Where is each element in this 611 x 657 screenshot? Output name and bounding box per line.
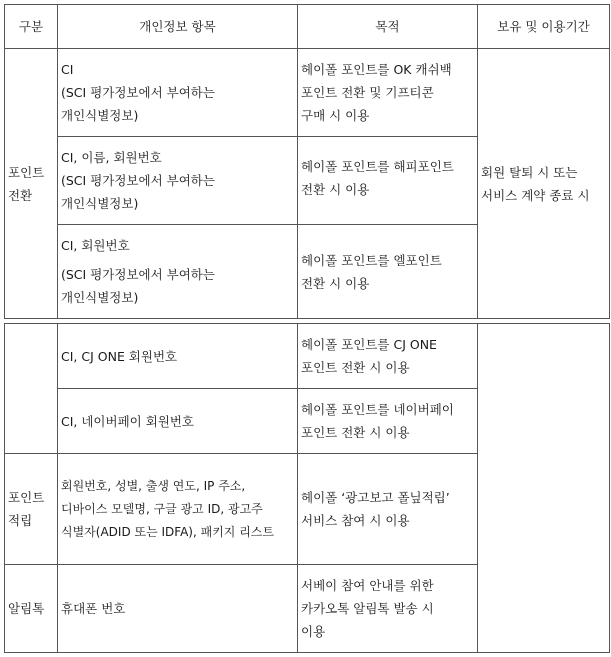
purpose-text: 헤이폴 포인트를 CJ ONE [301,337,437,352]
retention-cell [478,49,610,319]
category-text: 포인트 [8,164,45,180]
purpose-cell [298,565,478,653]
items-text: 식별자(ADID 또는 IDFA), 패키지 리스트 [61,524,274,539]
items-text: 개인식별정보) [61,196,139,211]
items-text: CI, 회원번호 [61,238,130,253]
header-category: 구분 [5,5,58,49]
category-text: 전환 [8,187,33,203]
table-row [5,324,610,389]
category-text: 적립 [8,513,33,528]
purpose-text: 헤이폴 포인트를 엘포인트 [301,252,442,268]
category-text: 알림톡 [8,601,45,616]
table-row [5,49,610,137]
items-cell [58,49,298,137]
purpose-text: 카카오톡 알림톡 발송 시 [301,601,434,616]
purpose-text: 헤이폴 포인트를 네이버페이 [301,402,454,417]
purpose-cell [298,137,478,225]
purpose-text: 포인트 전환 시 이용 [301,360,410,375]
retention-text: 서비스 계약 종료 시 [481,187,590,203]
category-cell [5,324,58,454]
items-text: 디바이스 모델명, 구글 광고 ID, 광고주 [61,501,263,516]
items-text: CI, CJ ONE 회원번호 [61,348,178,364]
privacy-table-other [4,323,610,653]
items-text: 휴대폰 번호 [61,601,126,616]
items-cell [58,137,298,225]
purpose-text: 서비스 참여 시 이용 [301,513,410,528]
purpose-text: 서베이 참여 안내를 위한 [301,578,434,593]
header-purpose: 목적 [298,5,478,49]
purpose-text: 헤이폴 포인트를 해피포인트 [301,159,454,174]
purpose-text: 포인트 전환 및 기프티콘 [301,85,434,100]
category-cell [5,565,58,653]
purpose-text: 전환 시 이용 [301,275,370,291]
purpose-text: 헤이폴 포인트를 OK 캐쉬백 [301,62,452,77]
purpose-text: 포인트 전환 시 이용 [301,425,410,440]
category-cell [5,49,58,319]
items-text: (SCI 평가정보에서 부여하는 [61,85,215,100]
purpose-cell [298,225,478,319]
category-text: 포인트 [8,490,45,505]
category-cell [5,454,58,565]
table-header-row [5,5,610,49]
purpose-cell [298,324,478,389]
purpose-text: 구매 시 이용 [301,108,370,123]
retention-text: 회원 탈퇴 시 또는 [481,164,578,180]
purpose-cell [298,389,478,454]
retention-cell [478,324,610,653]
header-retention: 보유 및 이용기간 [478,5,610,49]
items-cell [58,225,298,319]
privacy-table-conversion [4,4,610,319]
items-text: CI, 이름, 회원번호 [61,150,162,165]
purpose-text: 전환 시 이용 [301,182,370,197]
items-text: (SCI 평가정보에서 부여하는 [61,267,215,282]
purpose-text: 헤이폴 ‘광고보고 폴닢적립’ [301,490,450,505]
items-text: 개인식별정보) [61,108,139,123]
header-items: 개인정보 항목 [58,5,298,49]
items-text: 개인식별정보) [61,290,139,305]
items-cell [58,324,298,389]
items-text: 회원번호, 성별, 출생 연도, IP 주소, [61,478,246,493]
items-text: CI, 네이버페이 회원번호 [61,413,195,429]
items-cell [58,565,298,653]
purpose-cell [298,49,478,137]
items-cell [58,389,298,454]
purpose-cell [298,454,478,565]
purpose-text: 이용 [301,624,326,639]
items-cell [58,454,298,565]
items-text: CI [61,62,74,77]
items-text: (SCI 평가정보에서 부여하는 [61,173,215,188]
